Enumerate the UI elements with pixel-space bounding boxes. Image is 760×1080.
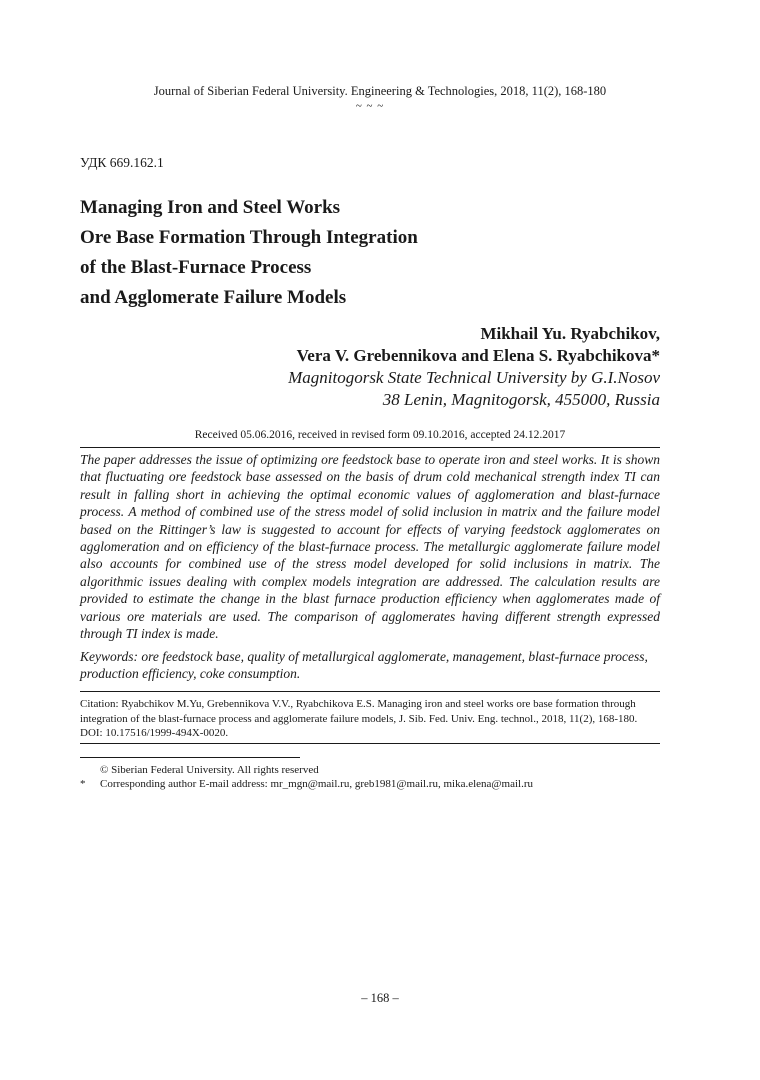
- page-number: – 168 –: [361, 991, 399, 1005]
- author-block: [288, 323, 660, 411]
- citation: Citation: Ryabchikov M.Yu, Grebennikova V.V., Ryabchikova E.S. Managing iron and steel works ore base formation through integration of the blast-furnace process and agglomerate failure models, J. Sib. Fed. Univ. Eng. technol., 2018, 11(2), 168-180. DOI: 10.17516/1999-494X-0020.: [80, 698, 638, 739]
- udk-code: УДК 669.162.1: [80, 155, 164, 170]
- corresponding-footnote: [80, 778, 533, 790]
- header-ornament: ~ ~ ~: [355, 100, 385, 112]
- received-dates: Received 05.06.2016, received in revised form 09.10.2016, accepted 24.12.2017: [194, 429, 566, 441]
- keywords: Keywords: ore feedstock base, quality of metallurgical agglomerate, management, blast-furnace process, production efficiency, coke consumption.: [80, 649, 648, 682]
- corresponding-author-email: Corresponding author E-mail address: mr_mgn@mail.ru, greb1981@mail.ru, mika.elena@mail.ru: [100, 778, 534, 790]
- title-line: Ore Base Formation Through Integration: [80, 227, 418, 248]
- divider-citation-bottom: [80, 743, 660, 744]
- address: 38 Lenin, Magnitogorsk, 455000, Russia: [382, 390, 660, 409]
- footnote-mark: *: [80, 778, 86, 790]
- divider-citation-top: [80, 691, 660, 692]
- divider-top: [80, 447, 660, 448]
- abstract: The paper addresses the issue of optimizing ore feedstock base to operate iron and steel works. It is shown that fluctuating ore feedstock base assessed on the basis of drum cold mechanical strength index TI can result in falling short in achieving the optimal economic values of agglomeration and blast-furnace process. A method of combined use of the stress model of solid inclusion in matrix and the failure model based on the Rittinger’s law is suggested to account for effects of varying feedstock agglomerates on agglomeration and on efficiency of the blast-furnace process. The metallurgic agglomerate failure model also accounts for combined use of the stress model developed for solid inclusions in matrix. The algorithmic issues dealing with complex models integration are addressed. The calculation results are provided to estimate the change in the blast furnace production efficiency when agglomerates made of various ore materials are used. The comparison of agglomerates having different strength expressed through TI index is made.: [80, 452, 660, 642]
- copyright-footnote: © Siberian Federal University. All rights reserved: [100, 764, 319, 776]
- author-line-1: Mikhail Yu. Ryabchikov,: [480, 324, 660, 343]
- article-title: [80, 193, 640, 313]
- journal-header: Journal of Siberian Federal University. Engineering & Technologies, 2018, 11(2), 168-180: [153, 84, 607, 98]
- affiliation: Magnitogorsk State Technical University by G.I.Nosov: [288, 368, 660, 387]
- footnote-divider: [80, 757, 300, 758]
- title-line: and Agglomerate Failure Models: [80, 287, 347, 308]
- author-line-2: Vera V. Grebennikova and Elena S. Ryabchikova*: [296, 346, 660, 365]
- title-line: Managing Iron and Steel Works: [80, 197, 341, 218]
- title-line: of the Blast-Furnace Process: [80, 257, 312, 278]
